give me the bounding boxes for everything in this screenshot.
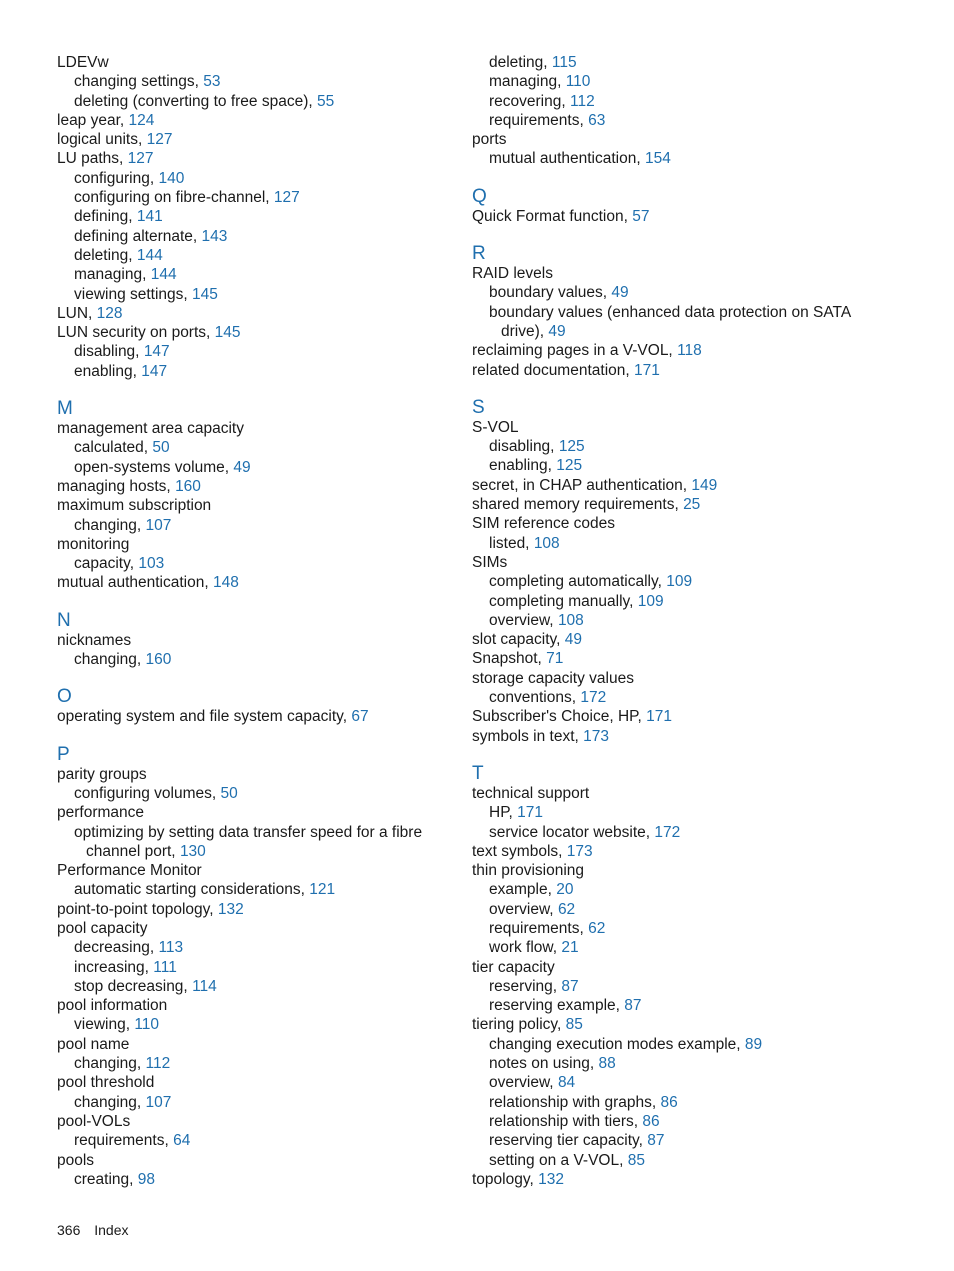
- index-term: service locator website,: [489, 823, 651, 841]
- page-reference-link[interactable]: 143: [201, 227, 228, 245]
- index-term: recovering,: [489, 92, 566, 110]
- index-term: changing,: [74, 1055, 142, 1073]
- index-term: work flow,: [489, 939, 558, 957]
- page-reference-link[interactable]: 154: [644, 150, 671, 168]
- index-subentry: [472, 880, 892, 899]
- index-term: defining,: [74, 208, 133, 226]
- index-entry: [472, 630, 892, 649]
- page-reference-link[interactable]: 147: [143, 343, 170, 361]
- index-term: relationship with graphs,: [489, 1093, 657, 1111]
- index-term: slot capacity,: [472, 631, 561, 649]
- index-subentry: [472, 1151, 892, 1170]
- index-entry: [57, 130, 457, 149]
- index-term: operating system and file system capacity,: [57, 708, 348, 726]
- index-term: relationship with tiers,: [489, 1112, 639, 1130]
- index-entry: [57, 53, 457, 72]
- index-term: LDEVw: [57, 54, 109, 71]
- page-reference-link[interactable]: 125: [558, 438, 585, 456]
- index-subentry: [472, 149, 892, 168]
- index-term: reclaiming pages in a V-VOL,: [472, 342, 673, 360]
- index-entry: [57, 996, 457, 1015]
- index-section-letter: T: [472, 762, 484, 784]
- index-section-letter: R: [472, 243, 486, 265]
- page-reference-link[interactable]: 160: [175, 477, 201, 495]
- index-section-letter: Q: [472, 185, 487, 207]
- index-subentry: [57, 977, 457, 996]
- page-reference-link[interactable]: 172: [654, 823, 681, 841]
- index-term: configuring on fibre-channel,: [74, 189, 270, 207]
- page-reference-link[interactable]: 62: [588, 919, 606, 937]
- page-reference-link[interactable]: 140: [158, 169, 185, 187]
- page-reference-link[interactable]: 115: [551, 54, 577, 71]
- index-term: reserving example,: [489, 997, 620, 1015]
- page-reference-link[interactable]: 118: [677, 342, 702, 360]
- page-reference-link[interactable]: 160: [145, 651, 172, 669]
- index-term: disabling,: [74, 343, 140, 361]
- index-term: nicknames: [57, 631, 132, 649]
- index-term: decreasing,: [74, 939, 155, 957]
- index-subentry: [472, 283, 892, 302]
- page-reference-link[interactable]: 148: [212, 574, 239, 592]
- index-term: pool capacity: [57, 919, 148, 937]
- page-reference-link[interactable]: 64: [173, 1132, 191, 1150]
- index-entry: [57, 304, 457, 323]
- index-subentry: [57, 207, 457, 226]
- index-term: capacity,: [74, 555, 135, 573]
- page-reference-link[interactable]: 50: [152, 439, 170, 457]
- index-term: calculated,: [74, 439, 149, 457]
- page-reference-link[interactable]: 89: [744, 1035, 763, 1053]
- index-subentry: [57, 227, 457, 246]
- page-reference-link[interactable]: 109: [666, 573, 693, 591]
- page-reference-link[interactable]: 25: [683, 496, 701, 514]
- index-subentry: [57, 438, 457, 457]
- index-entry: [57, 1035, 457, 1054]
- page-reference-link[interactable]: 63: [588, 111, 606, 129]
- index-term: example,: [489, 881, 552, 899]
- index-subentry: [57, 880, 457, 899]
- index-subentry: [57, 650, 457, 669]
- index-term: viewing settings,: [74, 285, 188, 303]
- index-entry: [57, 1112, 457, 1131]
- page-reference-link[interactable]: 86: [642, 1112, 660, 1130]
- index-term: managing,: [489, 73, 562, 91]
- index-section-letter: N: [57, 609, 71, 631]
- index-term: completing manually,: [489, 592, 634, 610]
- index-term: Quick Format function,: [472, 207, 628, 225]
- page-reference-link[interactable]: 109: [637, 592, 664, 610]
- index-subentry: [57, 784, 457, 803]
- index-subentry: [472, 1112, 892, 1131]
- index-term: managing hosts,: [57, 477, 171, 495]
- page-reference-link[interactable]: 87: [561, 977, 579, 995]
- page-reference-link[interactable]: 107: [145, 1093, 172, 1111]
- index-subentry: [472, 111, 892, 130]
- index-entry: [57, 496, 457, 515]
- index-subentry: [57, 516, 457, 535]
- index-subentry: [57, 554, 457, 573]
- index-subentry: [472, 996, 892, 1015]
- page-reference-link[interactable]: 173: [583, 727, 609, 745]
- index-subentry: [472, 322, 892, 341]
- page-reference-link[interactable]: 145: [214, 324, 241, 342]
- index-subentry: [57, 458, 457, 477]
- index-term: secret, in CHAP authentication,: [472, 476, 688, 494]
- page-reference-link[interactable]: 171: [634, 361, 660, 379]
- index-term: related documentation,: [472, 361, 630, 379]
- index-subentry: [472, 611, 892, 630]
- index-term: changing,: [74, 651, 142, 669]
- index-term: boundary values,: [489, 284, 608, 302]
- index-subentry: [472, 1093, 892, 1112]
- index-term: setting on a V-VOL,: [489, 1151, 624, 1169]
- index-term: deleting,: [489, 54, 548, 71]
- index-term: automatic starting considerations,: [74, 881, 305, 899]
- index-entry: [472, 553, 892, 572]
- page-reference-link[interactable]: 171: [517, 804, 544, 822]
- index-entry: [472, 514, 892, 533]
- index-subentry: [472, 688, 892, 707]
- index-term: channel port,: [86, 842, 176, 860]
- page-footer: [57, 1222, 139, 1238]
- page-reference-link[interactable]: 49: [548, 322, 566, 340]
- index-term: configuring volumes,: [74, 784, 217, 802]
- index-entry: [472, 707, 892, 726]
- index-term: increasing,: [74, 958, 149, 976]
- index-entry: [57, 765, 457, 784]
- index-term: LUN security on ports,: [57, 324, 211, 342]
- index-subentry: [57, 938, 457, 957]
- index-entry: [57, 919, 457, 938]
- page-reference-link[interactable]: 87: [647, 1132, 665, 1150]
- index-term: reserving,: [489, 977, 558, 995]
- index-entry: [57, 419, 457, 438]
- page-reference-link[interactable]: 62: [557, 900, 576, 918]
- page-reference-link[interactable]: 108: [533, 534, 560, 552]
- page-reference-link[interactable]: 124: [128, 111, 155, 129]
- index-entry: [57, 573, 457, 592]
- page-reference-link[interactable]: 149: [691, 476, 718, 494]
- index-term: pools: [57, 1151, 95, 1169]
- index-term: creating,: [74, 1170, 134, 1188]
- index-term: viewing,: [74, 1016, 130, 1034]
- index-subentry: [472, 437, 892, 456]
- page-reference-link[interactable]: 110: [565, 73, 591, 91]
- page-reference-link[interactable]: 85: [627, 1151, 645, 1169]
- index-term: RAID levels: [472, 265, 553, 283]
- index-subentry: [57, 823, 457, 842]
- index-subentry: [57, 92, 457, 111]
- index-section-letter: S: [472, 396, 485, 418]
- page-reference-link[interactable]: 132: [217, 900, 244, 918]
- index-term: logical units,: [57, 131, 143, 149]
- index-subentry: [472, 1131, 892, 1150]
- page-reference-link[interactable]: 88: [598, 1055, 616, 1073]
- index-entry: [472, 958, 892, 977]
- page-reference-link[interactable]: 50: [220, 784, 238, 802]
- index-term: configuring,: [74, 169, 155, 187]
- index-column-left: [57, 53, 457, 1189]
- index-term: requirements,: [489, 919, 584, 937]
- index-subentry: [57, 1131, 457, 1150]
- page-reference-link[interactable]: 21: [561, 939, 579, 957]
- index-term: pool name: [57, 1035, 130, 1053]
- index-column-right: [472, 53, 892, 1189]
- index-subentry: [57, 285, 457, 304]
- index-subentry: [57, 169, 457, 188]
- index-term: completing automatically,: [489, 573, 662, 591]
- index-subentry: [472, 1035, 892, 1054]
- index-term: conventions,: [489, 689, 577, 707]
- index-entry: [57, 631, 457, 650]
- index-subentry: [472, 919, 892, 938]
- index-term: mutual authentication,: [57, 574, 209, 592]
- index-term: S-VOL: [472, 418, 519, 436]
- index-term: leap year,: [57, 111, 125, 129]
- index-term: enabling,: [74, 362, 137, 380]
- page-reference-link[interactable]: 108: [557, 611, 584, 629]
- index-term: Performance Monitor: [57, 862, 202, 880]
- index-entry: [472, 727, 892, 746]
- page-reference-link[interactable]: 121: [309, 881, 336, 899]
- footer-section: Index: [94, 1222, 129, 1238]
- index-entry: [472, 842, 892, 861]
- index-entry: [472, 495, 892, 514]
- index-entry: [57, 707, 457, 726]
- index-subentry: [57, 246, 457, 265]
- page-reference-link[interactable]: 144: [150, 266, 177, 284]
- index-entry: [472, 784, 892, 803]
- index-section-letter: O: [57, 686, 72, 708]
- page-reference-link[interactable]: 171: [646, 708, 672, 726]
- index-term: shared memory requirements,: [472, 496, 679, 514]
- index-subentry: [472, 534, 892, 553]
- index-subentry: [57, 265, 457, 284]
- index-entry: [472, 264, 892, 283]
- index-term: requirements,: [489, 111, 584, 129]
- index-subentry: [472, 92, 892, 111]
- page-reference-link[interactable]: 111: [153, 958, 177, 976]
- index-entry: [472, 861, 892, 880]
- index-term: ports: [472, 131, 507, 149]
- index-term: overview,: [489, 611, 554, 629]
- index-term: changing,: [74, 516, 142, 534]
- index-subentry: [472, 823, 892, 842]
- index-term: stop decreasing,: [74, 977, 188, 995]
- index-term: Subscriber's Choice, HP,: [472, 708, 642, 726]
- index-term: requirements,: [74, 1132, 169, 1150]
- index-term: pool-VOLs: [57, 1112, 131, 1130]
- page-reference-link[interactable]: 127: [127, 150, 154, 168]
- index-term: notes on using,: [489, 1055, 595, 1073]
- index-term: storage capacity values: [472, 669, 634, 687]
- index-term: HP,: [489, 804, 513, 822]
- index-subentry: [57, 1054, 457, 1073]
- index-subentry: [472, 977, 892, 996]
- page-reference-link[interactable]: 173: [566, 842, 593, 860]
- index-subentry: [472, 456, 892, 475]
- index-term: SIMs: [472, 553, 508, 571]
- index-term: defining alternate,: [74, 227, 198, 245]
- page-reference-link[interactable]: 67: [351, 708, 369, 726]
- index-term: optimizing by setting data transfer speed for a fibre: [74, 823, 423, 841]
- index-subentry: [57, 1170, 457, 1189]
- index-entry: [472, 361, 892, 380]
- page-reference-link[interactable]: 113: [158, 939, 184, 957]
- index-subentry: [57, 842, 457, 861]
- index-entry: [57, 477, 457, 496]
- index-term: management area capacity: [57, 420, 244, 438]
- index-term: tiering policy,: [472, 1016, 562, 1034]
- page-reference-link[interactable]: 57: [632, 207, 650, 225]
- page-reference-link[interactable]: 86: [660, 1093, 678, 1111]
- index-term: managing,: [74, 266, 147, 284]
- page-reference-link[interactable]: 147: [141, 362, 168, 380]
- index-term: parity groups: [57, 765, 147, 783]
- page-reference-link[interactable]: 130: [179, 842, 206, 860]
- index-entry: [472, 130, 892, 149]
- page-reference-link[interactable]: 141: [136, 208, 163, 226]
- index-entry: [472, 1170, 892, 1189]
- index-entry: [57, 1151, 457, 1170]
- page-reference-link[interactable]: 84: [557, 1074, 576, 1092]
- page-reference-link[interactable]: 125: [556, 457, 583, 475]
- page-reference-link[interactable]: 114: [192, 977, 217, 995]
- index-term: thin provisioning: [472, 862, 585, 880]
- page-reference-link[interactable]: 128: [96, 304, 123, 322]
- index-term: boundary values (enhanced data protection on SATA: [489, 303, 852, 321]
- page-reference-link[interactable]: 127: [146, 131, 173, 149]
- page-reference-link[interactable]: 107: [145, 516, 172, 534]
- index-term: SIM reference codes: [472, 515, 616, 533]
- index-entry: [472, 341, 892, 360]
- index-subentry: [472, 53, 892, 72]
- index-entry: [57, 861, 457, 880]
- index-subentry: [57, 1093, 457, 1112]
- index-subentry: [472, 572, 892, 591]
- index-entry: [472, 207, 892, 226]
- index-subentry: [472, 1073, 892, 1092]
- index-term: reserving tier capacity,: [489, 1132, 643, 1150]
- index-term: topology,: [472, 1170, 534, 1188]
- page-reference-link[interactable]: 20: [556, 881, 574, 899]
- index-subentry: [472, 303, 892, 322]
- index-entry: [472, 476, 892, 495]
- index-term: Snapshot,: [472, 650, 542, 668]
- index-entry: [57, 1073, 457, 1092]
- index-subentry: [57, 362, 457, 381]
- index-term: changing settings,: [74, 73, 199, 91]
- index-subentry: [472, 1054, 892, 1073]
- page-reference-link[interactable]: 145: [192, 285, 218, 303]
- index-term: deleting (converting to free space),: [74, 92, 313, 110]
- index-subentry: [472, 900, 892, 919]
- index-term: listed,: [489, 534, 530, 552]
- page-reference-link[interactable]: 49: [233, 458, 251, 476]
- page-reference-link[interactable]: 49: [564, 631, 583, 649]
- index-term: maximum subscription: [57, 497, 212, 515]
- page-reference-link[interactable]: 144: [136, 246, 163, 264]
- index-term: LUN,: [57, 304, 93, 322]
- index-term: point-to-point topology,: [57, 900, 214, 918]
- index-entry: [472, 669, 892, 688]
- index-term: LU paths,: [57, 150, 124, 168]
- index-entry: [472, 649, 892, 668]
- index-term: mutual authentication,: [489, 150, 641, 168]
- page-reference-link[interactable]: 103: [138, 555, 165, 573]
- index-term: text symbols,: [472, 842, 563, 860]
- index-term: disabling,: [489, 438, 555, 456]
- index-entry: [57, 900, 457, 919]
- index-subentry: [472, 803, 892, 822]
- page-reference-link[interactable]: 53: [203, 73, 221, 91]
- index-term: symbols in text,: [472, 727, 579, 745]
- page-reference-link[interactable]: 55: [316, 92, 335, 110]
- index-term: enabling,: [489, 457, 552, 475]
- index-term: overview,: [489, 1074, 554, 1092]
- index-section-letter: P: [57, 743, 70, 765]
- index-term: drive),: [501, 322, 545, 340]
- index-entry: [57, 803, 457, 822]
- index-entry: [57, 111, 457, 130]
- index-subentry: [472, 592, 892, 611]
- index-term: pool information: [57, 997, 168, 1015]
- index-entry: [57, 149, 457, 168]
- page-reference-link[interactable]: 71: [546, 650, 564, 668]
- index-section-letter: M: [57, 398, 73, 420]
- index-term: performance: [57, 804, 145, 822]
- index-entry: [57, 535, 457, 554]
- index-subentry: [472, 72, 892, 91]
- page-reference-link[interactable]: 49: [611, 284, 629, 302]
- index-subentry: [57, 1015, 457, 1034]
- page-reference-link[interactable]: 87: [624, 997, 642, 1015]
- page-reference-link[interactable]: 85: [565, 1016, 583, 1034]
- index-entry: [472, 418, 892, 437]
- index-term: deleting,: [74, 246, 133, 264]
- index-term: open-systems volume,: [74, 458, 230, 476]
- index-subentry: [57, 342, 457, 361]
- index-entry: [57, 323, 457, 342]
- page-reference-link[interactable]: 98: [137, 1170, 156, 1188]
- index-term: overview,: [489, 900, 554, 918]
- page-reference-link[interactable]: 110: [134, 1016, 160, 1034]
- index-subentry: [472, 938, 892, 957]
- index-subentry: [57, 188, 457, 207]
- page-number: 366: [57, 1222, 81, 1238]
- page-reference-link[interactable]: 172: [580, 689, 607, 707]
- index-entry: [472, 1015, 892, 1034]
- index-term: pool threshold: [57, 1074, 155, 1092]
- page-reference-link[interactable]: 112: [145, 1055, 171, 1073]
- index-term: tier capacity: [472, 958, 555, 976]
- page-reference-link[interactable]: 112: [570, 92, 595, 110]
- index-term: monitoring: [57, 535, 130, 553]
- index-subentry: [57, 72, 457, 91]
- page-reference-link[interactable]: 127: [273, 189, 300, 207]
- index-term: changing execution modes example,: [489, 1035, 741, 1053]
- page-reference-link[interactable]: 132: [538, 1170, 564, 1188]
- index-subentry: [57, 958, 457, 977]
- index-term: changing,: [74, 1093, 142, 1111]
- index-term: technical support: [472, 784, 590, 802]
